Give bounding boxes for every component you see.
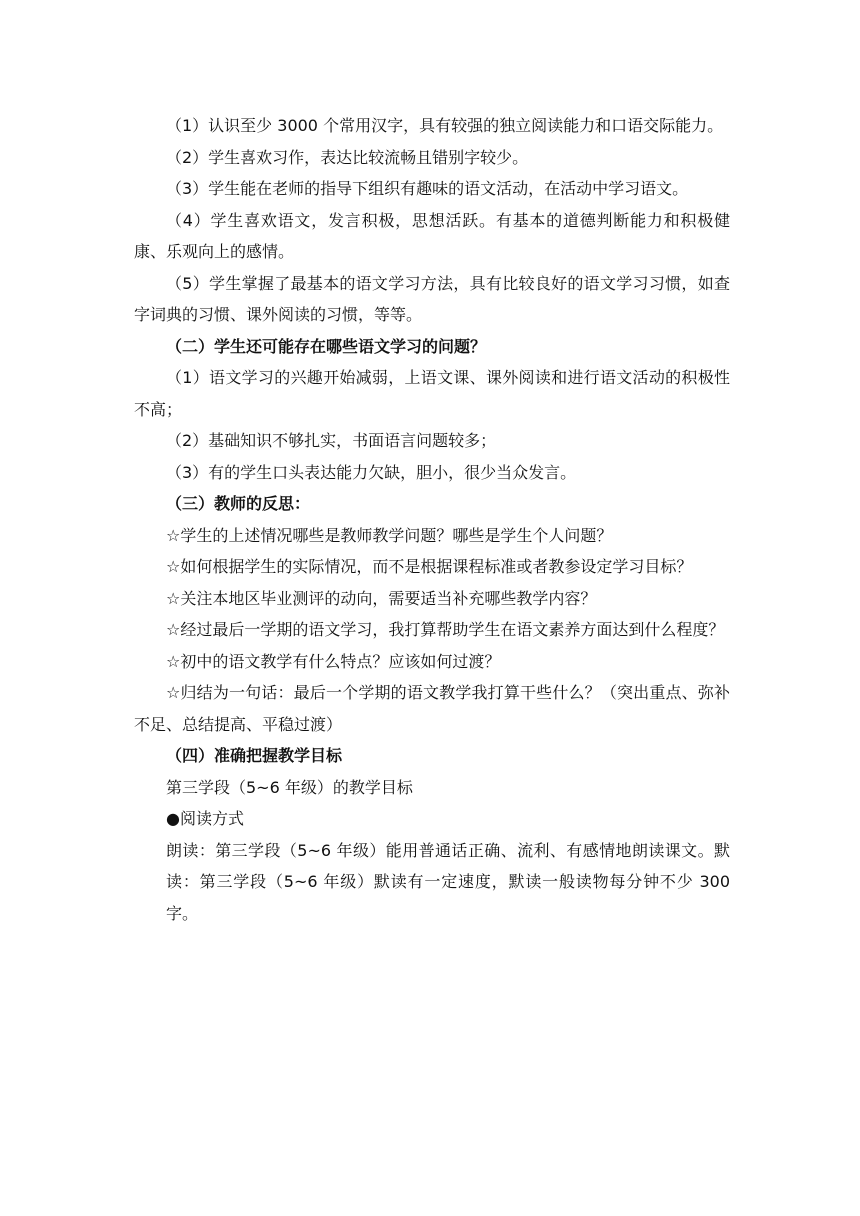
paragraph-goal-5: （5）学生掌握了最基本的语文学习方法，具有比较良好的语文学习习惯，如查字词典的习惯、课外阅读的习惯，等等。	[134, 273, 730, 324]
paragraph-reflection-2: ☆如何根据学生的实际情况，而不是根据课程标准或者教参设定学习目标？	[166, 557, 693, 576]
paragraph-problem-1: （1）语文学习的兴趣开始减弱，上语文课、课外阅读和进行语文活动的积极性不高；	[134, 368, 730, 419]
section-heading-2: （二）学生还可能存在哪些语文学习的问题？	[166, 336, 487, 356]
section-heading-4: （四）准确把握教学目标	[166, 746, 343, 765]
paragraph-goal-1: （1）认识至少 3000 个常用汉字，具有较强的独立阅读能力和口语交际能力。	[166, 116, 724, 135]
paragraph-problem-2: （2）基础知识不够扎实，书面语言问题较多；	[166, 431, 497, 450]
paragraph-reflection-4: ☆经过最后一学期的语文学习，我打算帮助学生在语文素养方面达到什么程度？	[166, 620, 725, 639]
paragraph-reflection-5: ☆初中的语文教学有什么特点？应该如何过渡？	[166, 651, 501, 671]
section-heading-3: （三）教师的反思：	[166, 494, 311, 513]
paragraph-problem-3: （3）有的学生口头表达能力欠缺，胆小，很少当众发言。	[166, 462, 577, 482]
paragraph-reflection-3: ☆关注本地区毕业测评的动向，需要适当补充哪些教学内容？	[166, 588, 597, 608]
paragraph-reflection-1: ☆学生的上述情况哪些是教师教学问题？哪些是学生个人问题？	[166, 525, 613, 545]
paragraph-reading-mode: ●阅读方式	[166, 809, 244, 828]
paragraph-goal-3: （3）学生能在老师的指导下组织有趣味的语文活动，在活动中学习语文。	[166, 179, 689, 198]
paragraph-goal-4: （4）学生喜欢语文，发言积极，思想活跃。有基本的道德判断能力和积极健康、乐观向上的感情。	[134, 210, 730, 261]
paragraph-reading-detail: 朗读：第三学段（5~6 年级）能用普通话正确、流利、有感情地朗读课文。默读：第三学段（5~6 年级）默读有一定速度，默读一般读物每分钟不少 300 字。	[166, 840, 730, 923]
paragraph-reflection-6: ☆归结为一句话：最后一个学期的语文教学我打算干些什么？（突出重点、弥补不足、总结提高、平稳过渡）	[134, 683, 730, 734]
document-body	[134, 110, 730, 929]
paragraph-stage-title: 第三学段（5~6 年级）的教学目标	[166, 777, 413, 797]
paragraph-goal-2: （2）学生喜欢习作，表达比较流畅且错别字较少。	[166, 147, 529, 167]
